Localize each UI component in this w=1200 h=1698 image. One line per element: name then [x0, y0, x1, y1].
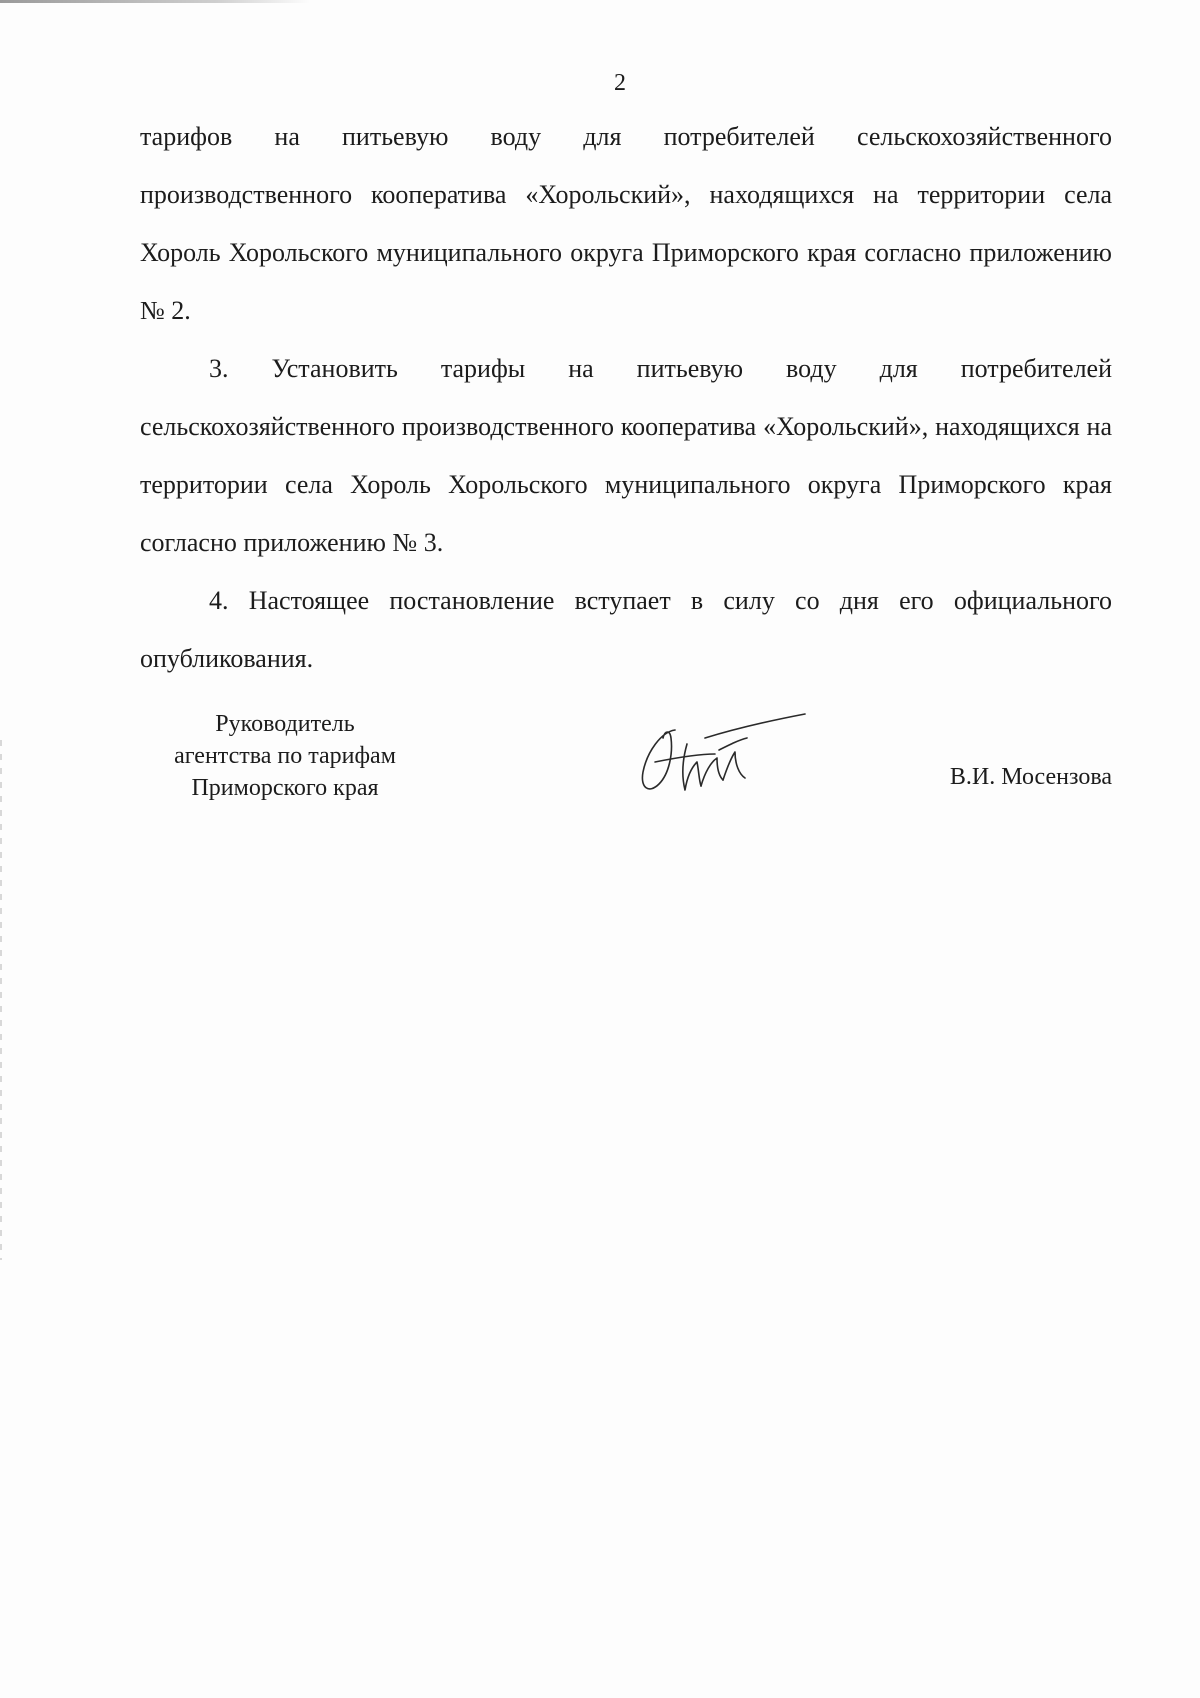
paragraph-text: Настоящее постановление вступает в силу со дня его официального опубликования.: [140, 586, 1112, 673]
document-body: [140, 108, 1112, 688]
paragraph-continuation: [140, 108, 1112, 340]
paragraph-text: Установить тарифы на питьевую воду для потребителей сельскохозяйственного производственного кооператива «Хорольский», находящихся на территории села Хороль Хорольского муниципального округа Приморского края согласно приложению № 3.: [140, 354, 1113, 557]
signature-block: [140, 708, 1112, 818]
scan-edge-left: [0, 740, 2, 1260]
paragraph-number: 4.: [209, 586, 229, 615]
scan-edge-top: [0, 0, 310, 3]
paragraph-text: тарифов на питьевую воду для потребителей сельскохозяйственного производственного кооператива «Хорольский», находящихся на территории села Хороль Хорольского муниципального округа Приморского края согласно приложению № 2.: [140, 122, 1112, 325]
signatory-position: [140, 708, 430, 804]
position-line: Руководитель: [215, 711, 355, 737]
handwritten-signature-icon: [635, 708, 810, 804]
signatory-name: В.И. Мосензова: [949, 764, 1112, 790]
paragraph-item-3: [140, 340, 1112, 572]
position-line: Приморского края: [191, 775, 379, 801]
page-number: 2: [614, 70, 626, 96]
paragraph-item-4: [140, 572, 1112, 688]
paragraph-number: 3.: [209, 354, 229, 383]
position-line: агентства по тарифам: [174, 743, 396, 769]
